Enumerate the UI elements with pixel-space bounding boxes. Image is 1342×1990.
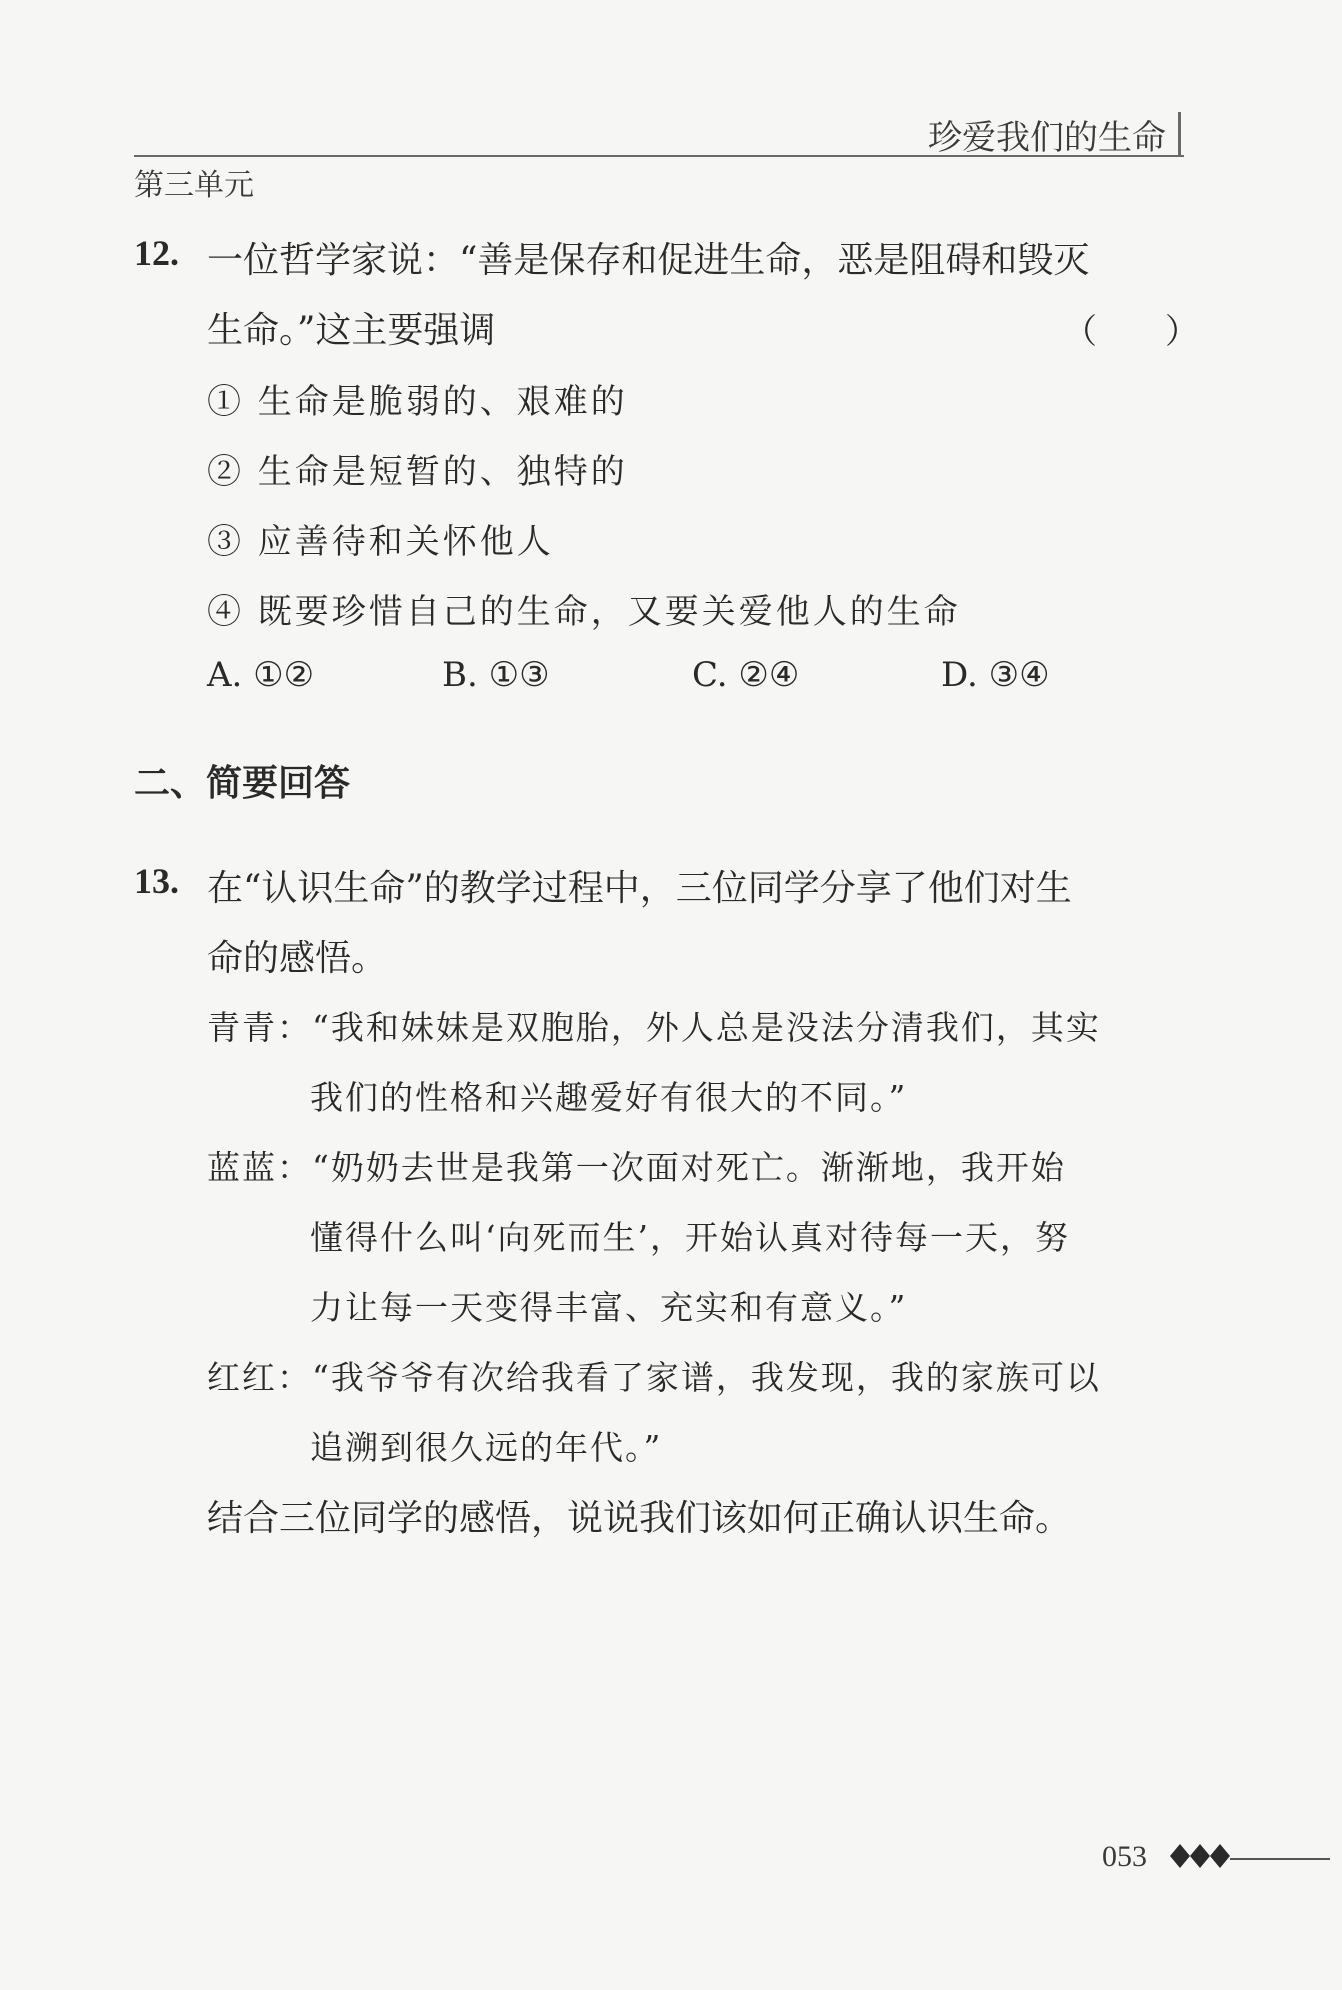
- choice-a: A. ①②: [207, 655, 315, 695]
- diamond-ornament-icon: [1170, 1836, 1230, 1876]
- option-4: ④ 既要珍惜自己的生命，又要关爱他人的生命: [207, 592, 961, 632]
- qingqing-speech-1: 青青：“我和妹妹是双胞胎，外人总是没法分清我们，其实: [207, 1008, 1101, 1047]
- page-number: 053: [1102, 1840, 1147, 1873]
- question-12-line-1: 一位哲学家说：“善是保存和促进生命，恶是阻碍和毁灭: [207, 240, 1090, 281]
- lanlan-speech-3: 力让每一天变得丰富、充实和有意义。”: [310, 1288, 908, 1327]
- choice-b: B. ①③: [442, 655, 550, 695]
- option-3: ③ 应善待和关怀他人: [207, 522, 554, 562]
- question-13-line-1: 在“认识生命”的教学过程中，三位同学分享了他们对生: [207, 868, 1072, 909]
- choice-c: C. ②④: [692, 655, 800, 695]
- unit-label: 第三单元: [134, 168, 254, 203]
- question-13-line-2: 命的感悟。: [207, 938, 388, 979]
- qingqing-speech-2: 我们的性格和兴趣爱好有很大的不同。”: [310, 1078, 908, 1117]
- header-bar: [1178, 112, 1181, 157]
- option-1: ① 生命是脆弱的、艰难的: [207, 382, 628, 422]
- lanlan-speech-1: 蓝蓝：“奶奶去世是我第一次面对死亡。渐渐地，我开始: [207, 1148, 1066, 1187]
- honghong-speech-1: 红红：“我爷爷有次给我看了家谱，我发现，我的家族可以: [207, 1358, 1101, 1397]
- question-13-number: 13.: [134, 861, 179, 901]
- option-2: ② 生命是短暂的、独特的: [207, 452, 628, 492]
- footer-rule: [1230, 1858, 1330, 1860]
- answer-parentheses: （ ）: [1063, 312, 1199, 352]
- question-12-line-2: 生命。”这主要强调: [207, 310, 496, 351]
- chapter-title: 珍爱我们的生命: [928, 118, 1166, 158]
- question-12-number: 12.: [134, 233, 179, 273]
- question-13-prompt: 结合三位同学的感悟，说说我们该如何正确认识生命。: [207, 1498, 1072, 1539]
- honghong-speech-2: 追溯到很久远的年代。”: [310, 1428, 663, 1467]
- lanlan-speech-2: 懂得什么叫‘向死而生’，开始认真对待每一天，努: [310, 1218, 1070, 1257]
- choice-d: D. ③④: [941, 655, 1050, 695]
- section-heading: 二、简要回答: [134, 763, 351, 804]
